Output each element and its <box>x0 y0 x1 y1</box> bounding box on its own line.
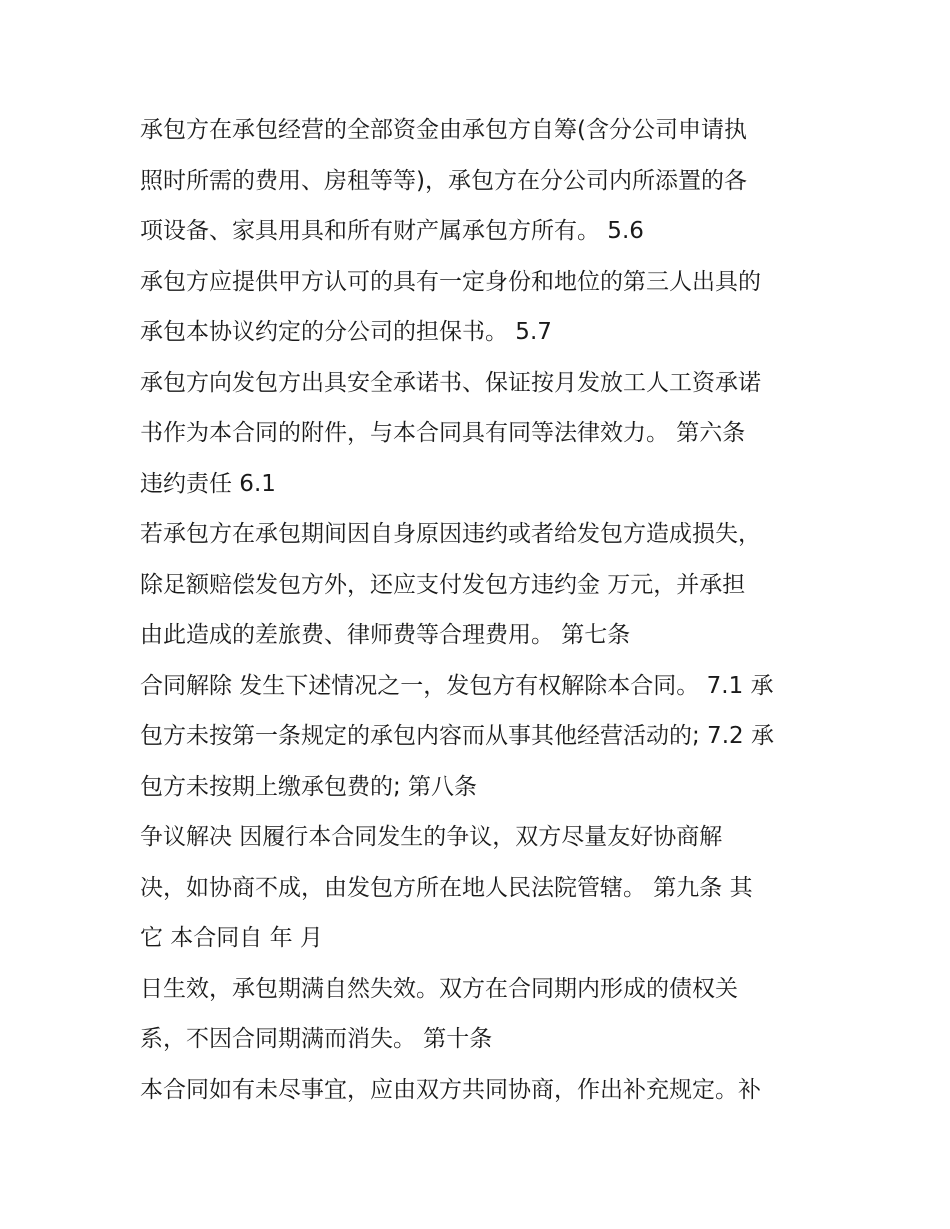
text-line: 决，如协商不成，由发包方所在地人民法院管辖。 第九条 其 <box>140 874 753 901</box>
text-line: 若承包方在承包期间因自身原因违约或者给发包方造成损失， <box>140 521 761 547</box>
text-line: 书作为本合同的附件，与本合同具有同等法律效力。 第六条 <box>140 420 746 446</box>
text-line: 日生效，承包期满自然失效。双方在合同期内形成的债权关 <box>140 975 738 1002</box>
text-line: 承包方应提供甲方认可的具有一定身份和地位的第三人出具的 <box>140 268 761 295</box>
text-line: 系，不因合同期满而消失。 第十条 <box>140 1026 493 1052</box>
text-line: 除足额赔偿发包方外，还应支付发包方违约金 万元，并承担 <box>140 571 746 598</box>
contract-body-text <box>140 110 830 1120</box>
text-line: 承包方向发包方出具安全承诺书、保证按月发放工人工资承诺 <box>140 369 761 396</box>
text-line: 合同解除 发生下述情况之一，发包方有权解除本合同。 7.1 承 <box>140 672 774 699</box>
text-line: 包方未按第一条规定的承包内容而从事其他经营活动的; 7.2 承 <box>140 723 774 749</box>
text-line: 承包方在承包经营的全部资金由承包方自筹(含分公司申请执 <box>140 117 747 143</box>
text-line: 包方未按期上缴承包费的; 第八条 <box>140 773 478 800</box>
text-line: 项设备、家具用具和所有财产属承包方所有。 5.6 <box>140 218 644 244</box>
text-line: 违约责任 6.1 <box>140 470 276 497</box>
text-line: 它 本合同自 年 月 <box>140 925 323 951</box>
text-line: 由此造成的差旅费、律师费等合理费用。 第七条 <box>140 622 631 648</box>
text-line: 争议解决 因履行本合同发生的争议，双方尽量友好协商解 <box>140 824 723 850</box>
text-line: 照时所需的费用、房租等等)，承包方在分公司内所添置的各 <box>140 167 747 194</box>
text-line: 承包本协议约定的分公司的担保书。 5.7 <box>140 319 552 345</box>
text-line: 本合同如有未尽事宜，应由双方共同协商，作出补充规定。补 <box>140 1076 761 1103</box>
